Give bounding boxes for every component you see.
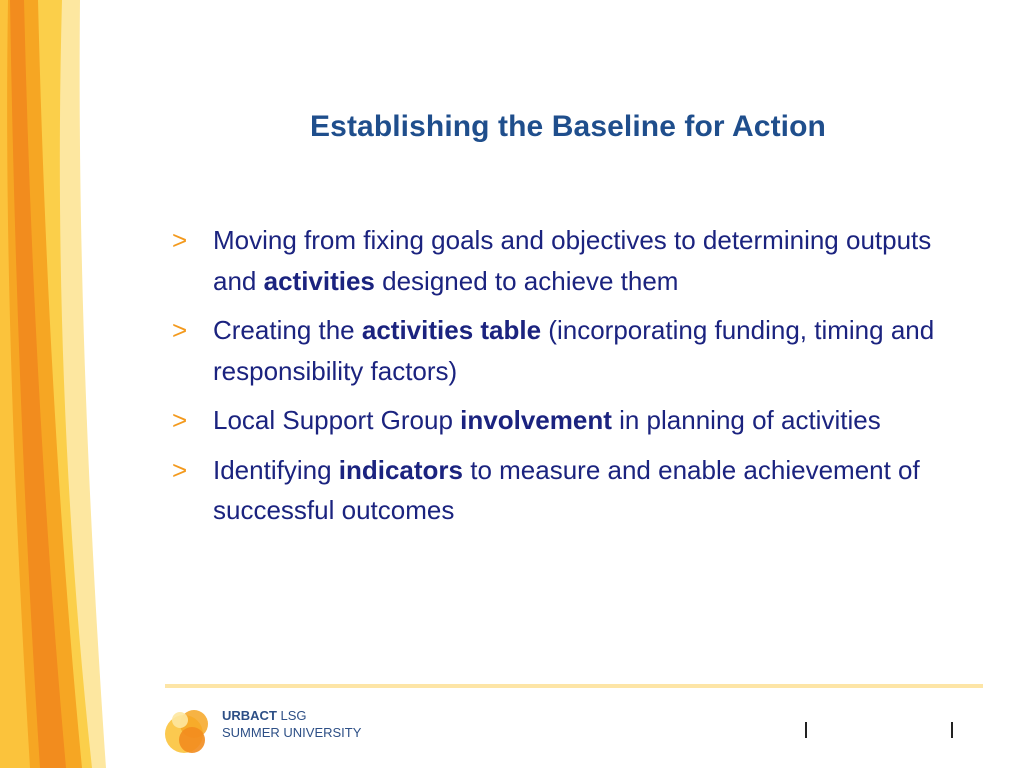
footer-divider	[165, 684, 983, 688]
brand-name: URBACT	[222, 708, 277, 723]
brand-suffix: LSG	[276, 708, 307, 723]
bullet-text: Identifying	[213, 454, 339, 485]
brand-text	[222, 707, 361, 741]
slide-title: Establishing the Baseline for Action	[310, 110, 826, 143]
bullet-item	[172, 220, 942, 301]
bullet-item	[172, 400, 942, 441]
brand-line-2: SUMMER UNIVERSITY	[222, 725, 362, 740]
bullet-text: (incorporating funding, timing and responsibility factors)	[213, 315, 935, 386]
bullet-marker: >	[172, 405, 188, 435]
footer-separator	[951, 722, 953, 738]
bullet-marker: >	[172, 225, 188, 255]
bullet-emphasis: involvement	[460, 405, 612, 435]
bullet-item	[172, 310, 942, 391]
bullet-emphasis: activities table	[361, 315, 542, 345]
bullet-emphasis: indicators	[338, 454, 463, 485]
footer-separator	[805, 722, 807, 738]
urbact-logo-icon	[164, 704, 214, 758]
brand-line-1	[222, 707, 361, 724]
bullet-text: Creating the	[213, 315, 362, 345]
bullet-text: Moving from fixing goals and objectives to determining outputs and	[213, 225, 932, 296]
bullet-marker: >	[172, 454, 188, 485]
bullet-emphasis: activities	[263, 265, 375, 296]
decorative-side-ribbons	[0, 0, 110, 768]
bullet-text: in planning of activities	[611, 405, 881, 435]
bullet-item	[172, 450, 942, 531]
bullet-marker: >	[172, 315, 188, 345]
bullet-text: to measure and enable achievement of successful outcomes	[213, 454, 920, 525]
bullet-list	[172, 220, 942, 540]
bullet-text: designed to achieve them	[374, 265, 679, 296]
bullet-text: Local Support Group	[213, 405, 461, 435]
